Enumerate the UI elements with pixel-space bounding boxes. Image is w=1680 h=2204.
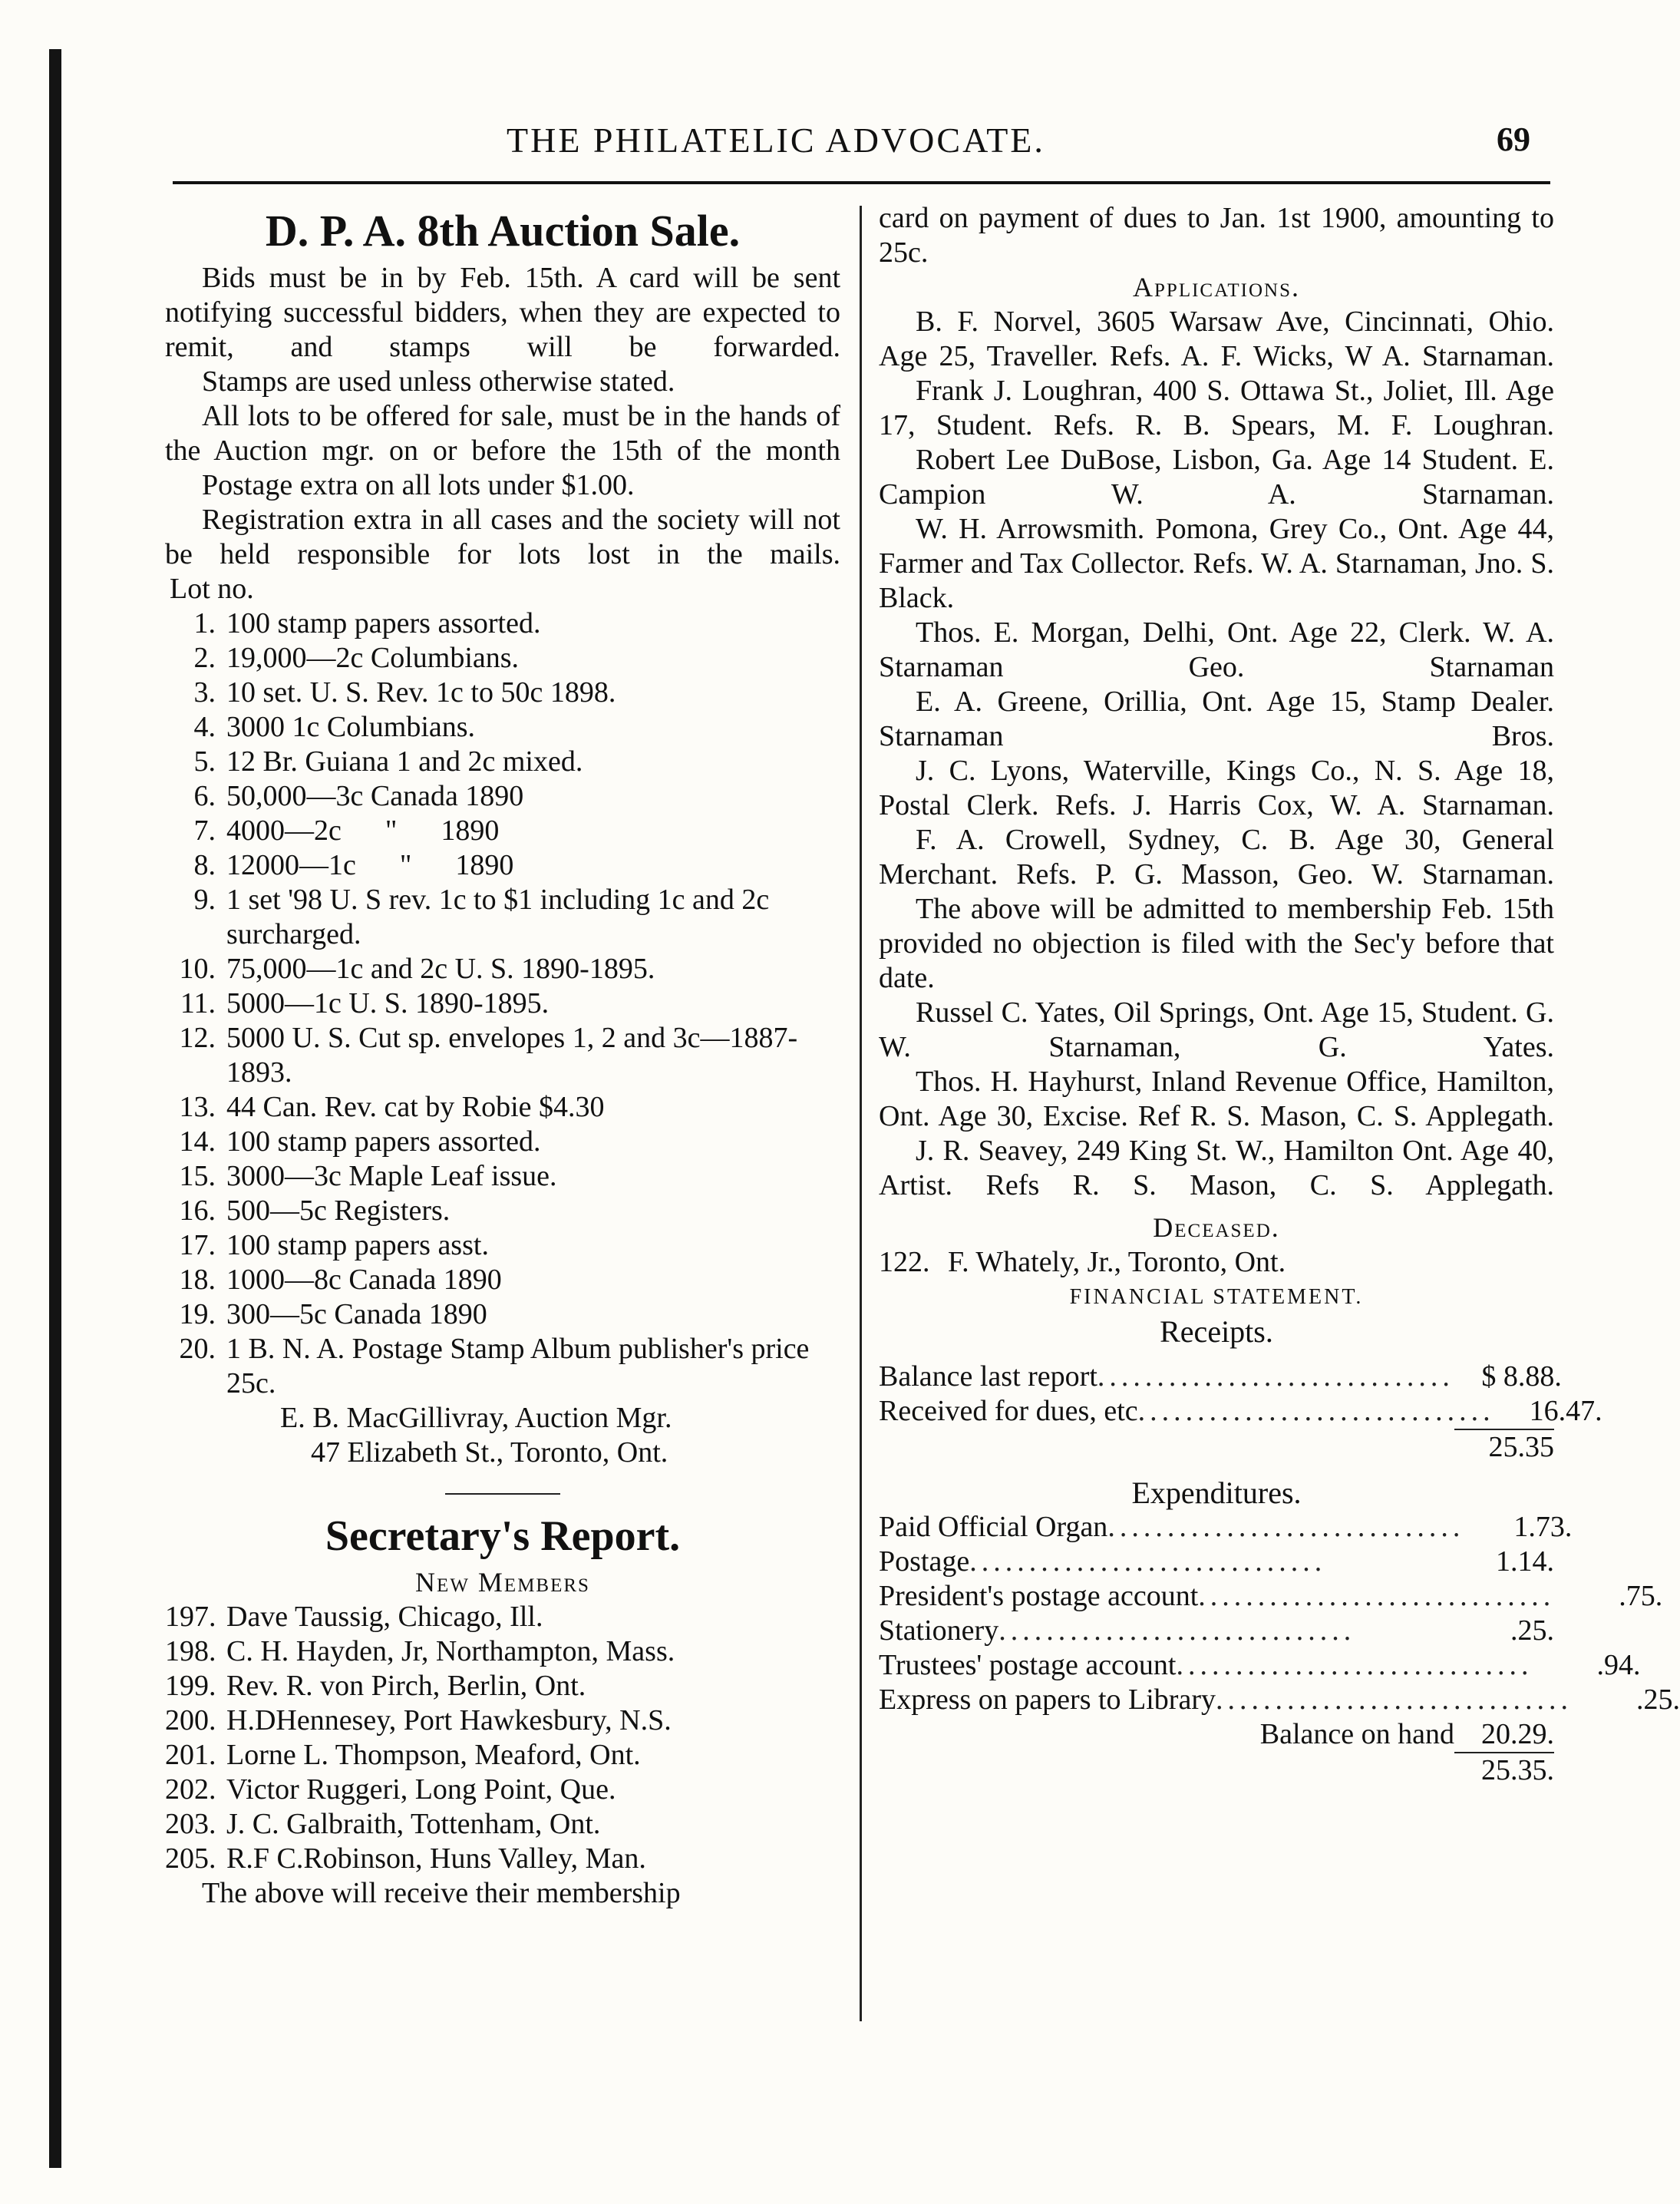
auction-signature-name: E. B. MacGillivray, Auction Mgr. [280, 1402, 672, 1434]
lot-item: 3. 10 set. U. S. Rev. 1c to 50c 1898. [193, 676, 616, 709]
expenditures-heading: Expenditures. [1131, 1475, 1302, 1510]
lot-item: 14. 100 stamp papers assorted. [179, 1125, 541, 1158]
member-item: 199. Rev. R. von Pirch, Berlin, Ont. [165, 1670, 586, 1702]
deceased-heading: Deceased. [1153, 1212, 1280, 1243]
application-entry: W. H. Arrowsmith. Pomona, Grey Co., Ont. Age 44, Farmer and Tax Collector. Refs. W. A. Starnaman, Jno. S. Black. [879, 513, 1554, 614]
lot-item: 13. 44 Can. Rev. cat by Robie $4.30 [179, 1091, 605, 1123]
lot-item: 18. 1000—8c Canada 1890 [179, 1264, 502, 1296]
application-entry: Frank J. Loughran, 400 S. Ottawa St., Joliet, Ill. Age 17, Student. Refs. R. B. Spears, M. F. Loughran. [879, 375, 1554, 441]
balance-row: Balance on hand 20.29. [1259, 1718, 1554, 1750]
expenditure-row: Express on papers to Library .............................. .25. [879, 1684, 1680, 1716]
auction-intro-paragraph: Registration extra in all cases and the society will not be held responsible for lots lost in the mails. [165, 504, 840, 570]
lot-item: 12. 5000 U. S. Cut sp. envelopes 1, 2 and 3c—1887-1893. [179, 1022, 798, 1089]
application-entry: J. C. Lyons, Waterville, Kings Co., N. S. Age 18, Postal Clerk. Refs. J. Harris Cox, W. A. Starnaman. [879, 755, 1554, 821]
lot-item: 6. 50,000—3c Canada 1890 [193, 780, 524, 812]
application-entry: B. F. Norvel, 3605 Warsaw Ave, Cincinnati, Ohio. Age 25, Traveller. Refs. A. F. Wicks, W A. Starnaman. [879, 306, 1554, 372]
expenditures-table [879, 1510, 1680, 1788]
auction-intro-paragraph: All lots to be offered for sale, must be in the hands of the Auction mgr. on or before the 15th of the month [165, 400, 840, 467]
application-entry: E. A. Greene, Orillia, Ont. Age 15, Stamp Dealer. Starnaman Bros. [879, 686, 1554, 752]
deceased-entry: 122. F. Whately, Jr., Toronto, Ont. [879, 1246, 1286, 1278]
lot-item: 2. 19,000—2c Columbians. [193, 642, 520, 674]
receipts-total: 25.35 [879, 1429, 1554, 1465]
application-entry: Russel C. Yates, Oil Springs, Ont. Age 15, Student. G. W. Starnaman, G. Yates. [879, 996, 1554, 1063]
application-entry: J. R. Seavey, 249 King St. W., Hamilton Ont. Age 40, Artist. Refs R. S. Mason, C. S. Applegath. [879, 1135, 1554, 1201]
new-members-heading: New Members [415, 1567, 590, 1598]
scan-edge-bar [49, 49, 61, 2168]
lot-item: 1. 100 stamp papers assorted. [193, 607, 541, 639]
auction-signature-address: 47 Elizabeth St., Toronto, Ont. [311, 1436, 668, 1469]
member-item: 202. Victor Ruggeri, Long Point, Que. [165, 1773, 616, 1806]
header-rule [173, 181, 1550, 184]
lot-item: 17. 100 stamp papers asst. [179, 1229, 489, 1261]
expenditure-row: Stationery .............................. .25. [879, 1614, 1554, 1647]
admission-note: The above will be admitted to membership Feb. 15th provided no objection is filed with the Sec'y before that date. [879, 893, 1554, 994]
expenditure-row: President's postage account .............................. .75. [879, 1580, 1663, 1612]
member-item: 200. H.DHennesey, Port Hawkesbury, N.S. [165, 1704, 672, 1736]
member-item: 203. J. C. Galbraith, Tottenham, Ont. [165, 1808, 601, 1840]
expenditure-row: Trustees' postage account .............................. .94. [879, 1649, 1641, 1681]
expenditure-row: Paid Official Organ .............................. 1.73. [879, 1511, 1573, 1543]
application-entry: Robert Lee DuBose, Lisbon, Ga. Age 14 Student. E. Campion W. A. Starnaman. [879, 444, 1554, 511]
lot-item: 20. 1 B. N. A. Postage Stamp Album publisher's price 25c. [179, 1333, 810, 1399]
lot-item: 4. 3000 1c Columbians. [193, 711, 476, 743]
expenditures-total: 25.35. [879, 1752, 1554, 1788]
applications-heading: Applications. [1133, 272, 1300, 302]
member-item: 201. Lorne L. Thompson, Meaford, Ont. [165, 1739, 641, 1771]
receipts-table [879, 1360, 1602, 1465]
application-entry: Thos. E. Morgan, Delhi, Ont. Age 22, Clerk. W. A. Starnaman Geo. Starnaman [879, 616, 1554, 683]
lot-item: 10. 75,000—1c and 2c U. S. 1890-1895. [179, 953, 655, 985]
running-header: THE PHILATELIC ADVOCATE. [507, 121, 1045, 160]
application-entry: Thos. H. Hayhurst, Inland Revenue Office, Hamilton, Ont. Age 30, Excise. Ref R. S. Mason, C. S. Applegath. [879, 1066, 1554, 1132]
financial-heading: FINANCIAL STATEMENT. [1069, 1285, 1364, 1309]
receipt-row: Received for dues, etc .............................. 16.47. [879, 1395, 1602, 1427]
lot-item: 5. 12 Br. Guiana 1 and 2c mixed. [193, 745, 583, 778]
secretary-title: Secretary's Report. [325, 1512, 681, 1560]
receipt-row: Balance last report .............................. $ 8.88. [879, 1360, 1562, 1393]
section-rule [445, 1493, 560, 1495]
member-item: 205. R.F C.Robinson, Huns Valley, Man. [165, 1842, 646, 1875]
lot-item: 15. 3000—3c Maple Leaf issue. [179, 1160, 557, 1192]
member-list [165, 1600, 840, 1876]
auction-intro-paragraph: Stamps are used unless otherwise stated. [202, 365, 675, 398]
application-entry: F. A. Crowell, Sydney, C. B. Age 30, General Merchant. Refs. P. G. Masson, Geo. W. Starnaman. [879, 824, 1554, 891]
membership-note-continued: card on payment of dues to Jan. 1st 1900, amounting to 25c. [879, 202, 1554, 269]
lot-item: 19. 300—5c Canada 1890 [179, 1298, 487, 1330]
expenditure-row: Postage .............................. 1.14. [879, 1545, 1554, 1578]
lot-item: 9. 1 set '98 U. S rev. 1c to $1 including 1c and 2c surcharged. [193, 884, 770, 950]
column-divider [860, 206, 862, 2021]
auction-intro-paragraph: Postage extra on all lots under $1.00. [202, 469, 635, 501]
auction-intro-paragraph: Bids must be in by Feb. 15th. A card will be sent notifying successful bidders, when they are expected to remit, and stamps will be forwarded. [165, 262, 840, 363]
right-column [879, 201, 1680, 1788]
lot-item: 11. 5000—1c U. S. 1890-1895. [180, 987, 550, 1019]
lot-item: 7. 4000—2c " 1890 [193, 815, 500, 847]
lot-heading: Lot no. [170, 573, 254, 605]
lot-item: 16. 500—5c Registers. [179, 1195, 451, 1227]
receipts-heading: Receipts. [1160, 1314, 1273, 1349]
page-number: 69 [1497, 121, 1530, 158]
member-item: 198. C. H. Hayden, Jr, Northampton, Mass. [165, 1635, 675, 1667]
membership-note: The above will receive their membership [202, 1877, 681, 1909]
left-column [165, 201, 840, 1911]
lot-item: 8. 12000—1c " 1890 [193, 849, 514, 881]
member-item: 197. Dave Taussig, Chicago, Ill. [165, 1601, 543, 1633]
lot-list [165, 606, 840, 1401]
auction-title: D. P. A. 8th Auction Sale. [265, 206, 741, 256]
